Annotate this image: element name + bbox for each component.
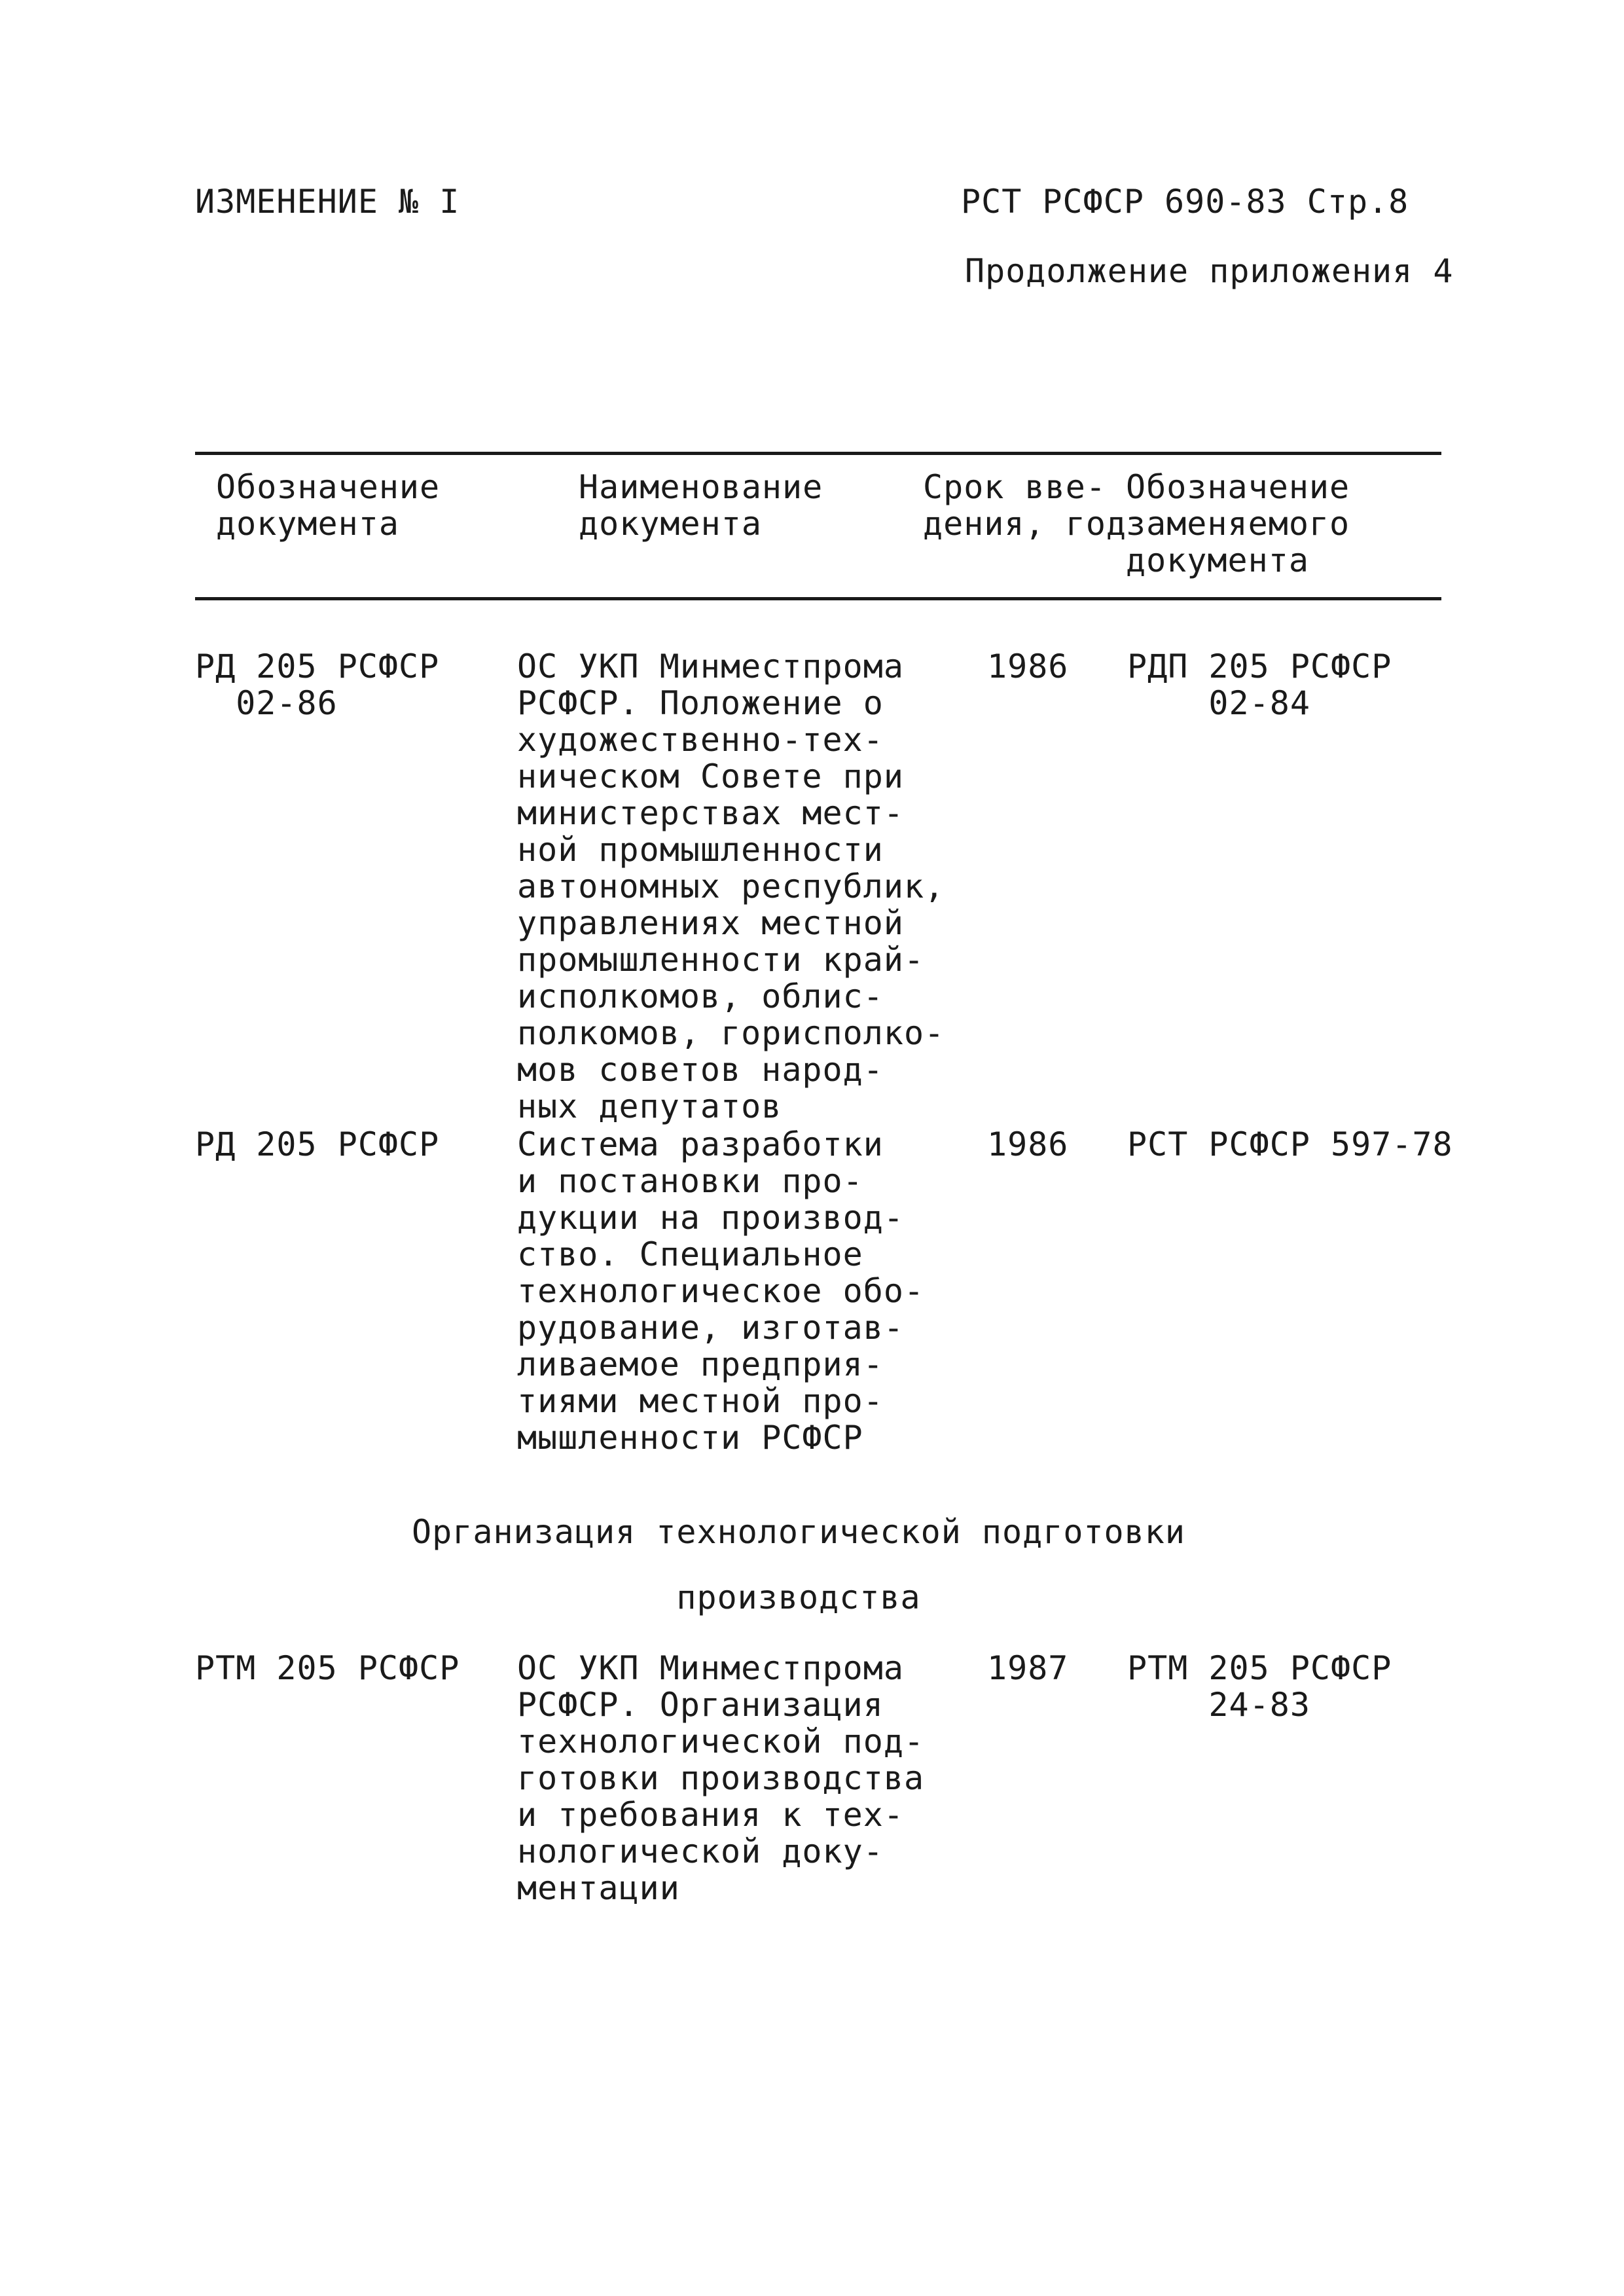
section-row1-designation: РТМ 205 РСФСР	[195, 1649, 460, 1687]
col-header-year: Срок вве- дения, год	[923, 468, 1127, 543]
row1-year: 1986	[987, 647, 1069, 685]
section-title: Организация технологической подготовки производства	[412, 1513, 1185, 1616]
row1-replaced: РДП 205 РСФСР 02-84	[1127, 647, 1392, 722]
appendix-continuation: Продолжение приложения 4	[965, 252, 1454, 290]
section-row1-name: ОС УКП Минместпрома РСФСР. Организация технологической под- готовки производства и требования к тех- нологической доку- ментации	[517, 1649, 925, 1907]
standard-page-number: РСТ РСФСР 690-83 Стр.8	[961, 183, 1409, 221]
row1-name: ОС УКП Минместпрома РСФСР. Положение о художественно-тех- ническом Совете при министерствах мест- ной промышленности автономных республик, управлениях местной промышленности край- исполкомов, облис- полкомов, горисполко- мов советов народ- ных депутатов	[517, 647, 945, 1125]
table-top-rule	[195, 452, 1441, 455]
row1-designation: РД 205 РСФСР 02-86	[195, 647, 440, 722]
row2-year: 1986	[987, 1125, 1069, 1163]
section-row1-year: 1987	[987, 1649, 1069, 1687]
col-header-designation: Обозначение документа	[216, 468, 441, 543]
section-row1-replaced: РТМ 205 РСФСР 24-83	[1127, 1649, 1392, 1724]
table-header-rule	[195, 597, 1441, 600]
col-header-replaced: Обозначение заменяемого документа	[1126, 468, 1350, 579]
row2-replaced: РСТ РСФСР 597-78	[1127, 1125, 1453, 1163]
row2-name: Система разработки и постановки про- дукции на производ- ство. Специальное технологическое обо- рудование, изготав- ливаемое предприя- тиями местной про- мышленности РСФСР	[517, 1125, 925, 1457]
row2-designation: РД 205 РСФСР	[195, 1125, 440, 1163]
col-header-name: Наименование документа	[579, 468, 823, 543]
change-number: ИЗМЕНЕНИЕ № I	[195, 183, 460, 221]
